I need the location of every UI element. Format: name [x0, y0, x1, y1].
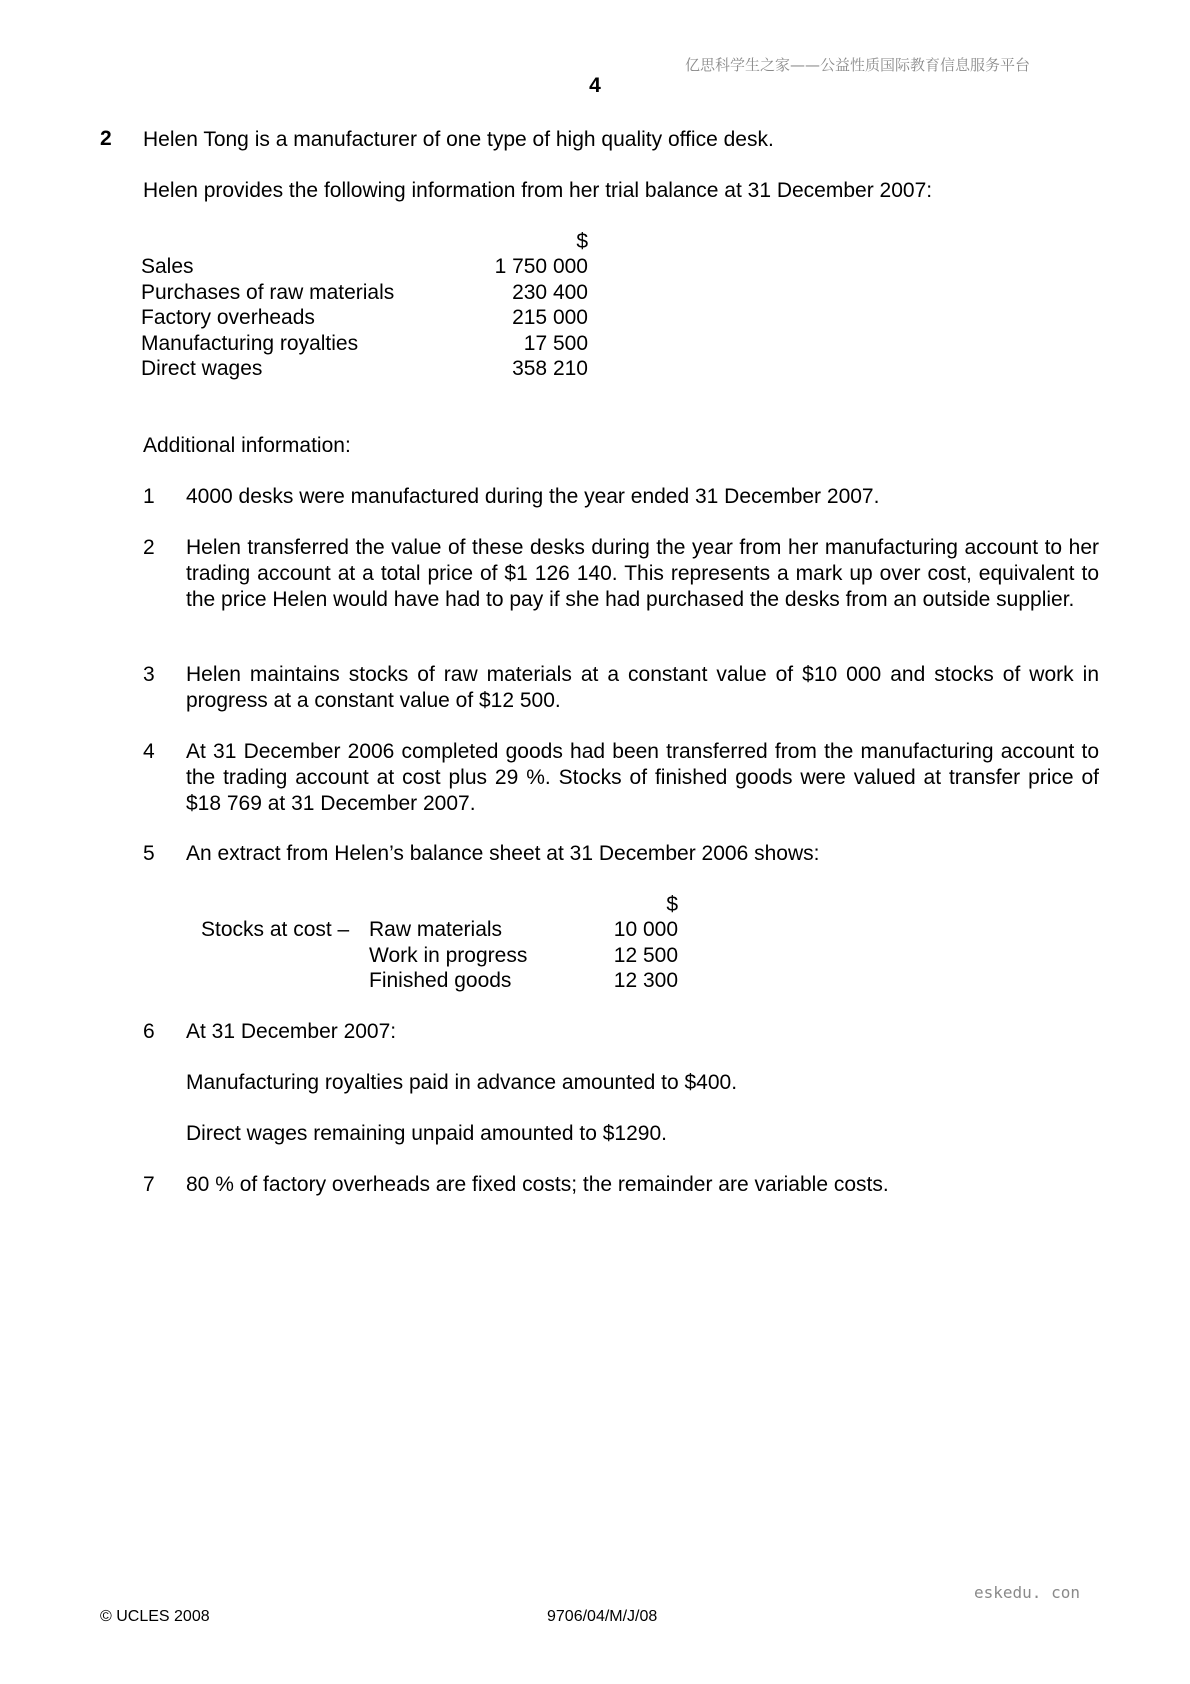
item-text: At 31 December 2006 completed goods had been transferred from the manufacturing account to the trading account at cost plus 29 %. Stocks of finished goods were valued at transfer price of $18 769 at 31 December 2007.: [186, 740, 1099, 815]
item-text: 4000 desks were manufactured during the year ended 31 December 2007.: [186, 485, 880, 508]
row-value: 230 400: [512, 281, 588, 304]
row-label: Sales: [141, 255, 194, 278]
watermark-header: 亿思科学生之家——公益性质国际教育信息服务平台: [685, 56, 1031, 74]
row-value: 10 000: [613, 918, 678, 941]
table-row: [141, 331, 588, 357]
watermark-footer: eskedu. con: [974, 1583, 1080, 1602]
table-row: [141, 280, 588, 306]
balance-sheet-currency: $: [666, 893, 678, 916]
item-number: 7: [143, 1173, 155, 1196]
table-row: [141, 305, 588, 331]
row-label: Direct wages: [141, 357, 263, 380]
item-number: 1: [143, 485, 155, 508]
item-number: 4: [143, 740, 155, 763]
item-number: 2: [143, 536, 155, 559]
item-text: An extract from Helen’s balance sheet at 31 December 2006 shows:: [186, 842, 820, 865]
item-number: 6: [143, 1020, 155, 1043]
row-label: Manufacturing royalties: [141, 332, 359, 355]
table-row: [141, 356, 588, 382]
item6-line: Manufacturing royalties paid in advance amounted to $400.: [186, 1071, 738, 1094]
row-value: 358 210: [512, 357, 588, 380]
item-text: 80 % of factory overheads are fixed costs; the remainder are variable costs.: [186, 1173, 889, 1196]
row-value: 12 500: [613, 944, 678, 967]
row-value: 1 750 000: [494, 255, 588, 278]
footer-copyright: © UCLES 2008: [100, 1608, 210, 1625]
row-label: Purchases of raw materials: [141, 281, 395, 304]
row-label: Work in progress: [369, 944, 528, 967]
item-number: 3: [143, 663, 155, 686]
item6-line: Direct wages remaining unpaid amounted to $1290.: [186, 1122, 667, 1145]
page-number: 4: [589, 74, 601, 97]
row-value: 215 000: [512, 306, 588, 329]
row-label: Raw materials: [369, 918, 503, 941]
balance-sheet-lead: Stocks at cost –: [201, 918, 350, 941]
question-intro-2: Helen provides the following information from her trial balance at 31 December 2007:: [143, 179, 933, 202]
row-label: Factory overheads: [141, 306, 315, 329]
item-text: At 31 December 2007:: [186, 1020, 397, 1043]
row-label: Finished goods: [369, 969, 512, 992]
question-number: 2: [100, 127, 112, 150]
row-value: 12 300: [613, 969, 678, 992]
item-number: 5: [143, 842, 155, 865]
item-text: Helen maintains stocks of raw materials at a constant value of $10 000 and stocks of work in progress at a constant value of $12 500.: [186, 663, 1099, 712]
item-text: Helen transferred the value of these desks during the year from her manufacturing account to her trading account at a total price of $1 126 140. This represents a mark up over cost, equivalent to the price Helen would have had to pay if she had purchased the desks from an outside supplier.: [186, 536, 1099, 611]
table-row: [141, 254, 588, 280]
footer-paper-code: 9706/04/M/J/08: [547, 1608, 658, 1625]
question-intro: Helen Tong is a manufacturer of one type of high quality office desk.: [143, 128, 774, 151]
trial-balance-currency: $: [576, 230, 588, 253]
additional-information-heading: Additional information:: [143, 434, 351, 457]
row-value: 17 500: [523, 332, 588, 355]
